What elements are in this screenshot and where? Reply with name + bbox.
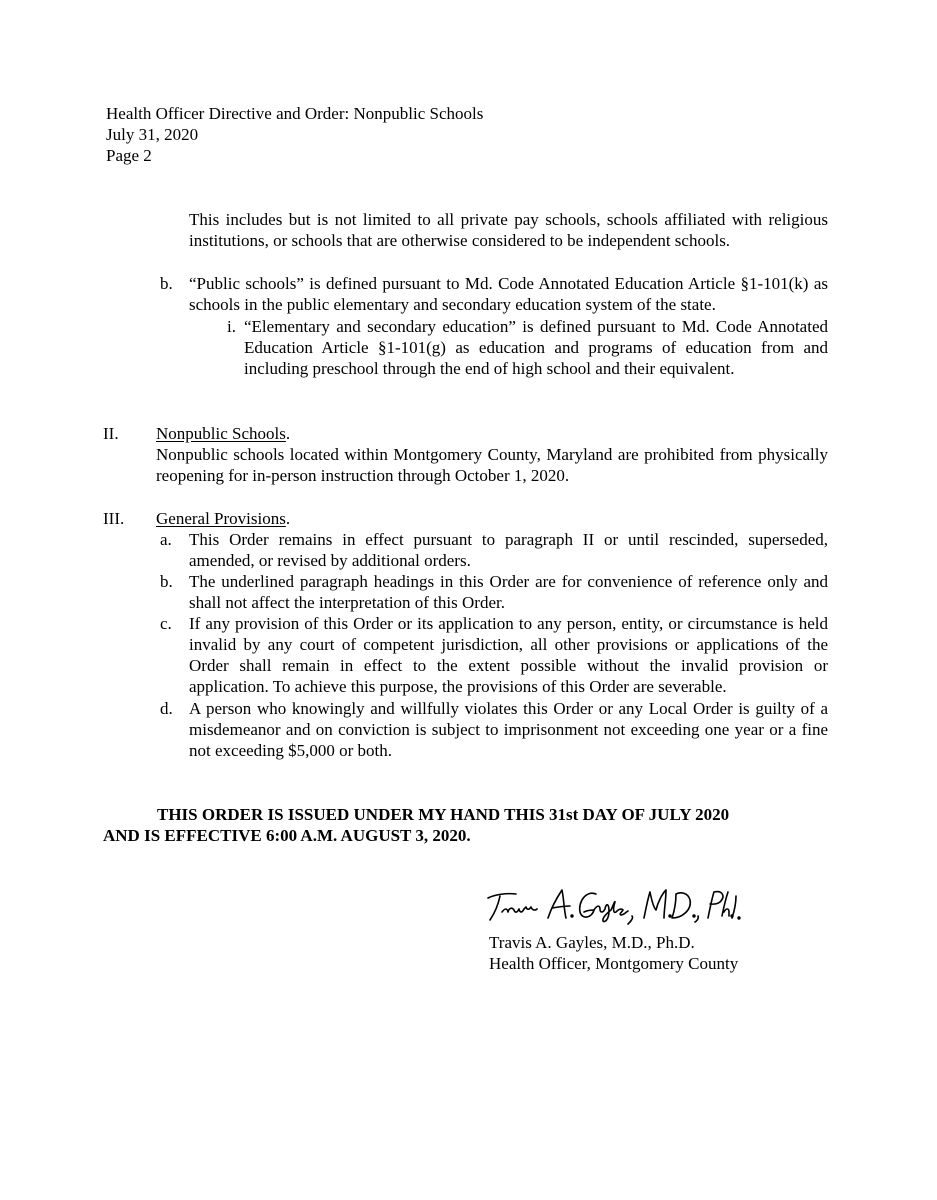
header-title: Health Officer Directive and Order: Nonpublic Schools [106,104,484,123]
list-marker: b. [160,274,173,293]
heading-period: . [285,509,291,528]
section-numeral: II. [103,424,119,443]
definition-public-schools: “Public schools” is defined pursuant to Md. Code Annotated Education Article §1-101(k) as schools in the public elementary and secondary education system of the state. [189,274,828,314]
closing-line-1: THIS ORDER IS ISSUED UNDER MY HAND THIS 31st DAY OF JULY 2020 [157,805,730,824]
list-marker: d. [160,699,173,718]
list-marker: b. [160,572,173,591]
section-heading-text: Nonpublic Schools [156,424,286,443]
list-marker: i. [227,317,236,336]
handwritten-signature [482,882,742,926]
signatory-title: Health Officer, Montgomery County [489,954,739,973]
definition-continuation: This includes but is not limited to all private pay schools, schools affiliated with religious institutions, or schools that are otherwise considered to be independent schools. [189,210,828,250]
section-heading-text: General Provisions [156,509,286,528]
signature-block [489,932,738,974]
provision-item: If any provision of this Order or its application to any person, entity, or circumstance is held invalid by any court of competent jurisdiction, all other provisions or applications of the Order shall remain in effect to the extent possible without the invalid provision or application. To achieve this purpose, the provisions of this Order are severable. [189,614,828,696]
section-heading [156,508,290,529]
provision-item: This Order remains in effect pursuant to paragraph II or until rescinded, superseded, amended, or revised by additional orders. [189,530,828,570]
provision-item: A person who knowingly and willfully violates this Order or any Local Order is guilty of a misdemeanor and on conviction is subject to imprisonment not exceeding one year or a fine not exceeding $5,000 or both. [189,699,828,760]
section-body: Nonpublic schools located within Montgomery County, Maryland are prohibited from physically reopening for in-person instruction through October 1, 2020. [156,445,828,485]
heading-period: . [285,424,291,443]
definition-elementary-secondary: “Elementary and secondary education” is defined pursuant to Md. Code Annotated Education Article §1-101(g) as education and programs of education from and including preschool through the end of high school and their equivalent. [244,317,828,378]
provision-item: The underlined paragraph headings in this Order are for convenience of reference only and shall not affect the interpretation of this Order. [189,572,828,612]
list-marker: a. [160,530,172,549]
section-heading [156,423,290,444]
page-header [106,103,483,166]
header-page-number: Page 2 [106,146,152,165]
section-numeral: III. [103,509,125,528]
closing-line-2: AND IS EFFECTIVE 6:00 A.M. AUGUST 3, 2020. [103,826,471,845]
header-date: July 31, 2020 [106,125,199,144]
signatory-name: Travis A. Gayles, M.D., Ph.D. [489,933,695,952]
list-marker: c. [160,614,172,633]
